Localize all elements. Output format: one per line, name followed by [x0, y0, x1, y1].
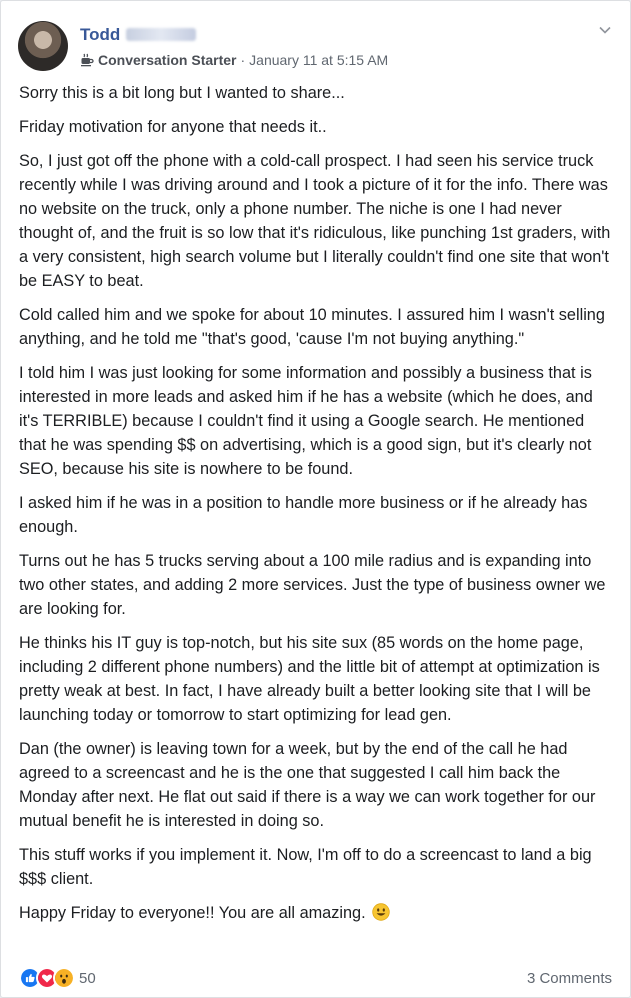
post-paragraph: He thinks his IT guy is top-notch, but his site sux (85 words on the home page, including 2 different phone numbers) and the little bit of attempt at optimization is pretty weak at best. In fact, I have already built a better looking site that I will be launching today or tomorrow to start optimizing for lead gen.	[19, 634, 600, 724]
post-paragraph: Friday motivation for anyone that needs it..	[19, 118, 327, 136]
post-paragraph: Turns out he has 5 trucks serving about a 100 mile radius and is expanding into two other states, and adding 2 more services. Just the type of business owner we are looking for.	[19, 552, 606, 618]
post-footer	[19, 963, 612, 993]
last-paragraph-text: Happy Friday to everyone!! You are all amazing.	[19, 904, 366, 922]
post-paragraph-last	[19, 901, 615, 925]
post-paragraph: This stuff works if you implement it. Now, I'm off to do a screencast to land a big $$$ client.	[19, 846, 592, 888]
conversation-starter-badge: Conversation Starter	[98, 52, 237, 68]
coffee-cup-icon	[80, 53, 94, 67]
post-paragraph: I asked him if he was in a position to handle more business or if he already has enough.	[19, 494, 588, 536]
comments-link[interactable]: 3 Comments	[526, 969, 612, 987]
author-name[interactable]	[80, 25, 196, 45]
post-paragraph: Sorry this is a bit long but I wanted to share...	[19, 84, 345, 102]
author-first-name[interactable]: Todd	[80, 25, 121, 44]
post-paragraph: So, I just got off the phone with a cold-call prospect. I had seen his service truck recently while I was driving around and I took a picture of it for the info. There was no website on the truck, only a phone number. The niche is one I had never thought of, and the fruit is so low that it's ridiculous, like punching 1st graders, with a very consistent, high search volume but I literally couldn't find one site that won't be EASY to beat.	[19, 152, 611, 290]
meta-separator: ·	[240, 52, 246, 68]
post-paragraph: Dan (the owner) is leaving town for a week, but by the end of the call he had agreed to a screencast and he is the one that suggested I call him back the Monday after next. He flat out said if there is a way we can work together for our mutual benefit he is interested in doing so.	[19, 740, 596, 830]
avatar[interactable]	[18, 21, 68, 71]
post-meta	[80, 52, 388, 68]
chevron-down-icon[interactable]	[598, 23, 612, 37]
redacted-last-name	[126, 28, 196, 41]
smiling-face-icon	[372, 903, 390, 921]
reaction-summary[interactable]	[19, 967, 96, 989]
post-paragraph: Cold called him and we spoke for about 10 minutes. I assured him I wasn't selling anything, and he told me "that's good, 'cause I'm not buying anything."	[19, 306, 605, 348]
wow-reaction-icon	[53, 967, 75, 989]
reaction-count[interactable]: 50	[79, 969, 96, 987]
post-paragraph: I told him I was just looking for some information and possibly a business that is interested in more leads and asked him if he has a website (which he does, and it's TERRIBLE) because I couldn't find it using a Google search. He mentioned that he was spending $$ on advertising, which is a good sign, but it's clearly not SEO, because his site is nowhere to be found.	[19, 364, 593, 478]
post-timestamp[interactable]: January 11 at 5:15 AM	[249, 52, 389, 68]
post-body	[19, 81, 615, 935]
